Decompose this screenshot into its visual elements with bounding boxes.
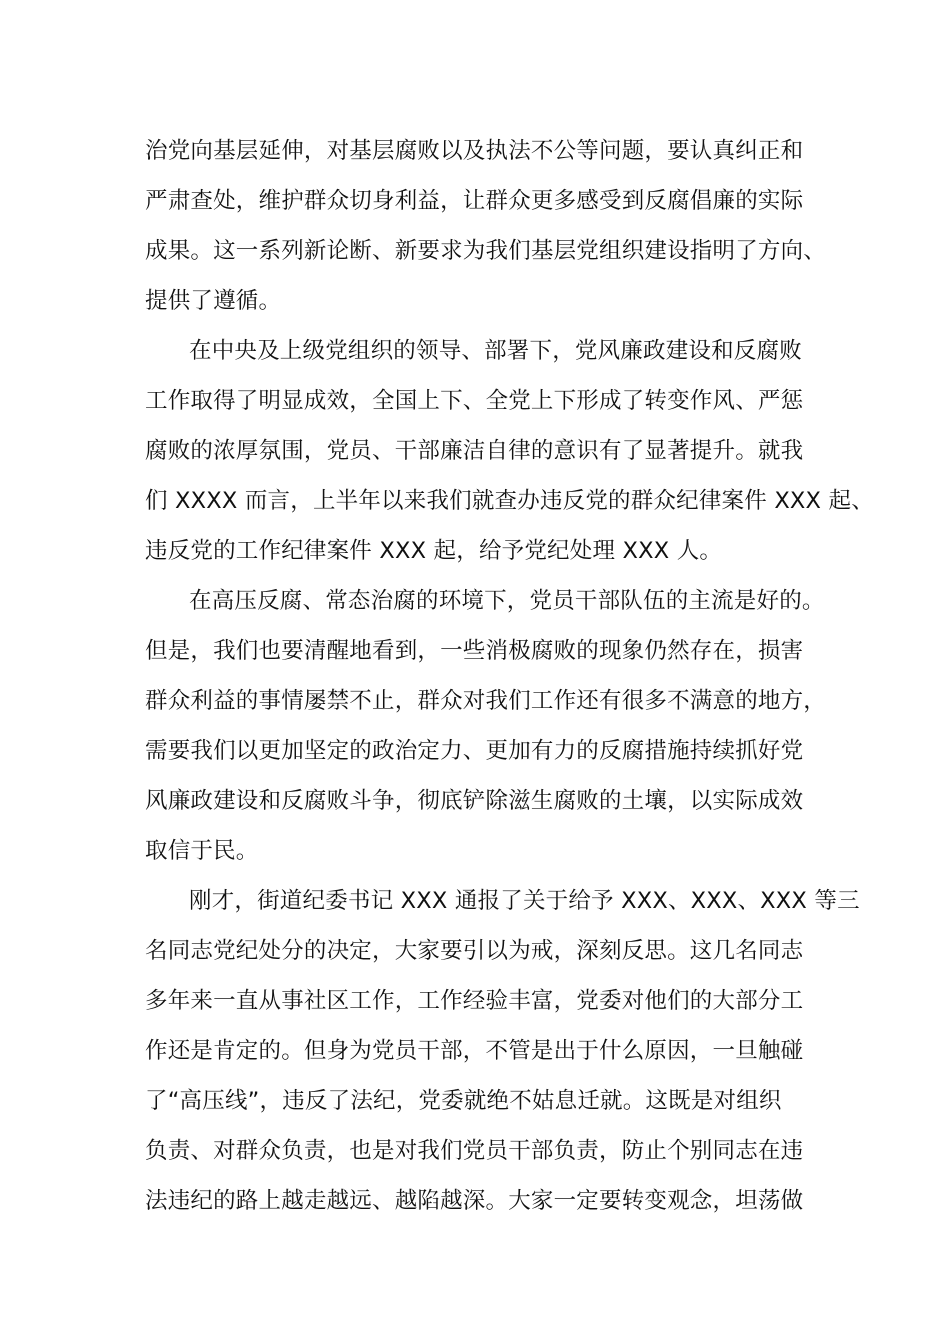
paragraph-first-line: 在高压反腐、常态治腐的环境下，党员干部队伍的主流是好的。 — [189, 588, 825, 614]
text-line: 违反党的工作纪律案件 XXX 起，给予党纪处理 XXX 人。 — [145, 538, 723, 564]
paragraph-first-line: 刚才，街道纪委书记 XXX 通报了关于给予 XXX、XXX、XXX 等三 — [189, 888, 860, 914]
text-line: 们 XXXX 而言，上半年以来我们就查办违反党的群众纪律案件 XXX 起、 — [145, 488, 874, 514]
text-line: 取信于民。 — [145, 838, 259, 864]
text-line: 负责、对群众负责，也是对我们党员干部负责，防止个别同志在违 — [145, 1138, 804, 1164]
text-line: 作还是肯定的。但身为党员干部，不管是出于什么原因，一旦触碰 — [145, 1038, 804, 1064]
text-line: 工作取得了明显成效，全国上下、全党上下形成了转变作风、严惩 — [145, 388, 804, 414]
text-line: 严肃查处，维护群众切身利益，让群众更多感受到反腐倡廉的实际 — [145, 188, 804, 214]
text-line: 腐败的浓厚氛围，党员、干部廉洁自律的意识有了显著提升。就我 — [145, 438, 804, 464]
text-line: 了“高压线”，违反了法纪，党委就绝不姑息迁就。这既是对组织 — [145, 1088, 782, 1114]
text-line: 风廉政建设和反腐败斗争，彻底铲除滋生腐败的土壤，以实际成效 — [145, 788, 804, 814]
text-line: 治党向基层延伸，对基层腐败以及执法不公等问题，要认真纠正和 — [145, 138, 804, 164]
text-line: 名同志党纪处分的决定，大家要引以为戒，深刻反思。这几名同志 — [145, 938, 804, 964]
text-line: 群众利益的事情屡禁不止，群众对我们工作还有很多不满意的地方， — [145, 688, 827, 714]
paragraph-first-line: 在中央及上级党组织的领导、部署下，党风廉政建设和反腐败 — [189, 338, 802, 364]
text-line: 法违纪的路上越走越远、越陷越深。大家一定要转变观念，坦荡做 — [145, 1188, 804, 1214]
text-line: 提供了遵循。 — [145, 288, 282, 314]
text-line: 需要我们以更加坚定的政治定力、更加有力的反腐措施持续抓好党 — [145, 738, 804, 764]
text-line: 多年来一直从事社区工作，工作经验丰富，党委对他们的大部分工 — [145, 988, 804, 1014]
text-line: 成果。这一系列新论断、新要求为我们基层党组织建设指明了方向、 — [145, 238, 827, 264]
text-line: 但是，我们也要清醒地看到，一些消极腐败的现象仍然存在，损害 — [145, 638, 804, 664]
